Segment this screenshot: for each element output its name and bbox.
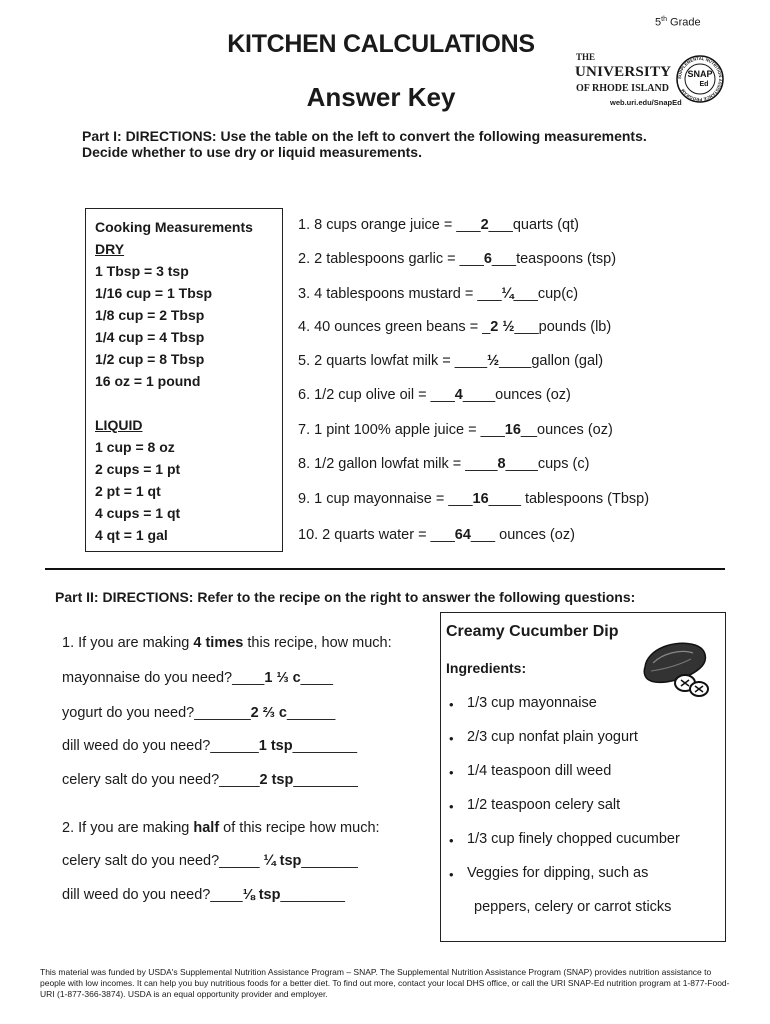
dry-label: DRY [95, 241, 125, 257]
dry-row: 16 oz = 1 pound [95, 373, 201, 389]
conversion-question: 3. 4 tablespoons mustard = ___¼___cup(c) [298, 286, 579, 302]
conversion-question: 1. 8 cups orange juice = ___2___quarts (qt) [298, 217, 579, 233]
ingredient-item: 1/2 teaspoon celery salt [467, 797, 621, 813]
conversion-question: 2. 2 tablespoons garlic = ___6___teaspoons (tsp) [298, 251, 617, 267]
page-title: KITCHEN CALCULATIONS [227, 30, 535, 58]
grade-label: 5th Grade [655, 16, 701, 29]
answer: 16 [472, 491, 489, 507]
bullet: • [449, 799, 454, 814]
snap-ed-seal-icon [676, 46, 724, 112]
liquid-row: 2 cups = 1 pt [95, 461, 181, 477]
ingredient-item: Veggies for dipping, such as [467, 865, 649, 881]
ingredient-item: 2/3 cup nonfat plain yogurt [467, 729, 638, 745]
answer: 6 [483, 251, 492, 267]
seal-snap: SNAP [687, 69, 713, 79]
bullet: • [449, 867, 454, 882]
bullet: • [449, 731, 454, 746]
recipe-question-2: 2. If you are making half of this recipe how much: [62, 820, 380, 836]
ingredient-item-continued: peppers, celery or carrot sticks [474, 899, 672, 915]
answer: 16 [504, 422, 521, 438]
answer: 4 [454, 387, 463, 403]
answer: 1 ⅓ c [264, 670, 301, 686]
section-divider [45, 568, 725, 570]
answer: 1 tsp [258, 738, 293, 754]
recipe-answer-line: celery salt do you need?_____2 tsp________ [62, 772, 358, 788]
recipe-answer-line: yogurt do you need?_______2 ⅔ c______ [62, 705, 336, 721]
liquid-row: 4 cups = 1 qt [95, 505, 181, 521]
logo-the: THE [576, 52, 596, 62]
answer: 2 ⅔ c [250, 705, 287, 721]
ingredients-label: Ingredients: [446, 660, 527, 676]
conversion-question: 6. 1/2 cup olive oil = ___4____ounces (oz) [298, 387, 571, 403]
page-subtitle: Answer Key [306, 82, 456, 112]
cooking-measurements-table [85, 208, 283, 552]
conversion-question: 8. 1/2 gallon lowfat milk = ____8____cups (c) [298, 456, 590, 472]
recipe-title: Creamy Cucumber Dip [446, 623, 619, 640]
ingredient-item: 1/3 cup finely chopped cucumber [467, 831, 680, 847]
answer: 64 [454, 527, 471, 543]
logo-university: UNIVERSITY [575, 64, 672, 80]
conversion-question: 10. 2 quarts water = ___64___ ounces (oz) [298, 527, 575, 543]
seal-ed: Ed [699, 81, 709, 88]
measurements-heading: Cooking Measurements [95, 219, 253, 235]
part1-directions: Part I: DIRECTIONS: Use the table on the left to convert the following measurements. Decide whether to use dry or liquid measurements. [82, 128, 647, 160]
conversion-question: 9. 1 cup mayonnaise = ___16____ tablespoons (Tbsp) [298, 491, 650, 507]
answer: 2 tsp [259, 772, 294, 788]
bullet: • [449, 765, 454, 780]
recipe-answer-line: dill weed do you need?______1 tsp________ [62, 738, 358, 754]
conversion-question: 4. 40 ounces green beans = _2 ½___pounds (lb) [298, 319, 612, 335]
logo-rhode-island: OF RHODE ISLAND [576, 83, 669, 94]
funding-footer: This material was funded by USDA's Supplemental Nutrition Assistance Program – SNAP. The Supplemental Nutrition Assistance Program (SNAP) provides nutrition assistance to people with low incomes. It can help you buy nutritious foods for a better diet. To find out more, contact your local DHS office, or call the URI SNAP-Ed nutrition program at 1-877-Food-URI (1-877-366-3874). USDA is an equal opportunity provider and employer. [40, 967, 730, 999]
answer: ¼ tsp [263, 853, 302, 869]
recipe-card [440, 612, 726, 942]
part2-directions: Part II: DIRECTIONS: Refer to the recipe on the right to answer the following questions: [55, 589, 636, 605]
liquid-row: 1 cup = 8 oz [95, 439, 175, 455]
dry-row: 1 Tbsp = 3 tsp [95, 263, 189, 279]
liquid-row: 2 pt = 1 qt [95, 483, 161, 499]
liquid-row: 4 qt = 1 gal [95, 527, 168, 543]
ingredient-item: 1/3 cup mayonnaise [467, 695, 597, 711]
bullet: • [449, 697, 454, 712]
dry-row: 1/8 cup = 2 Tbsp [95, 307, 205, 323]
answer: 8 [497, 456, 506, 472]
answer: 2 [480, 217, 489, 233]
seal-ring-text: SUPPLEMENTAL NUTRITION ASSISTANCE PROGRAM [676, 55, 724, 103]
cucumber-icon [637, 633, 717, 703]
answer: ¼ [501, 286, 514, 302]
bullet: • [449, 833, 454, 848]
logo-web-address: web.uri.edu/SnapEd [610, 98, 682, 107]
recipe-question-1: 1. If you are making 4 times this recipe, how much: [62, 635, 392, 651]
dry-row: 1/4 cup = 4 Tbsp [95, 329, 205, 345]
ingredient-item: 1/4 teaspoon dill weed [467, 763, 612, 779]
answer: ⅛ tsp [242, 887, 281, 903]
liquid-label: LIQUID [95, 417, 143, 433]
recipe-answer-line: mayonnaise do you need?____1 ⅓ c____ [62, 670, 333, 686]
recipe-answer-line: celery salt do you need?_____ ¼ tsp_______ [62, 853, 358, 869]
uri-snap-ed-logo [574, 46, 724, 116]
answer: 2 ½ [490, 319, 515, 335]
conversion-question: 5. 2 quarts lowfat milk = ____½____gallon (gal) [298, 353, 604, 369]
dry-row: 1/16 cup = 1 Tbsp [95, 285, 213, 301]
conversion-question: 7. 1 pint 100% apple juice = ___16__ounces (oz) [298, 422, 613, 438]
recipe-answer-line: dill weed do you need?____⅛ tsp________ [62, 887, 345, 903]
dry-row: 1/2 cup = 8 Tbsp [95, 351, 205, 367]
answer: ½ [487, 353, 500, 369]
